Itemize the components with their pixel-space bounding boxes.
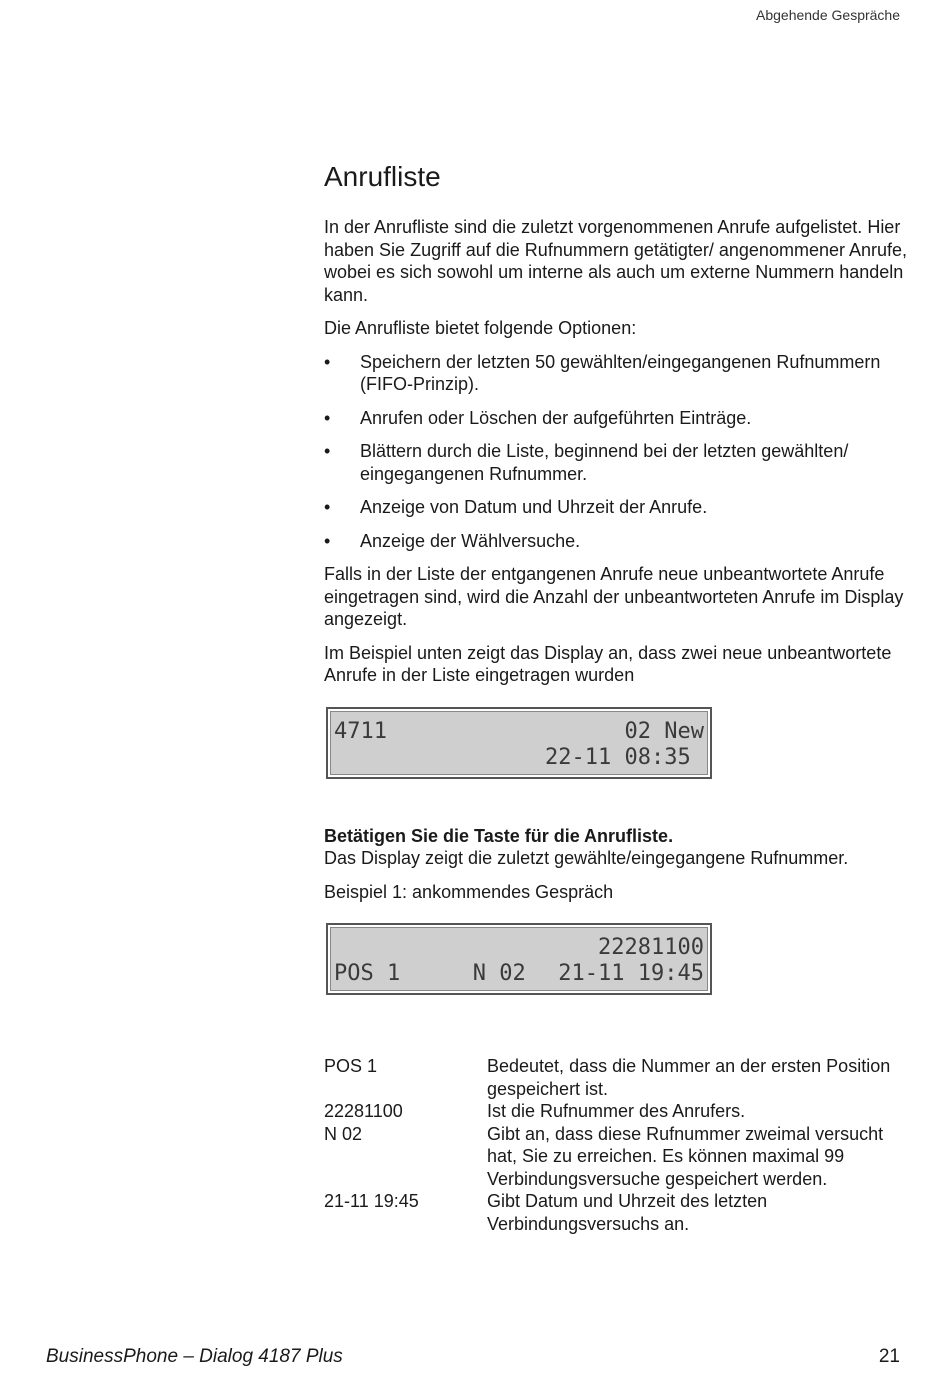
bullet-icon: •: [324, 441, 331, 461]
display-caller-number: 22281100: [598, 935, 704, 960]
display-new-count: 02 New: [624, 718, 704, 744]
footer-product-name: BusinessPhone – Dialog 4187 Plus: [46, 1346, 343, 1367]
display-line-1: [334, 719, 704, 745]
definition-desc: Gibt an, dass diese Rufnummer zweimal versucht hat, Sie zu erreichen. Es können maximal 99 Verbindungsversuche gespeichert werden.: [487, 1123, 884, 1189]
list-item-text: Anrufen oder Löschen der aufgeführten Einträge.: [360, 407, 752, 428]
definition-desc: Ist die Rufnummer des Anrufers.: [487, 1101, 746, 1121]
list-item: [324, 496, 914, 519]
list-item: [324, 351, 914, 396]
definition-desc: Gibt Datum und Uhrzeit des letzten Verbindungsversuchs an.: [487, 1191, 768, 1234]
display-datetime: 22-11 08:35: [545, 744, 704, 770]
instruction: [324, 825, 914, 870]
instruction-text: Das Display zeigt die zuletzt gewählte/eingegangene Rufnummer.: [324, 848, 849, 868]
definition-term: N 02: [324, 1123, 363, 1144]
intro-paragraph: In der Anrufliste sind die zuletzt vorgenommenen Anrufe aufgelistet. Hier haben Sie Zugriff auf die Rufnummern getätigter/ angenommener Anrufe, wobei es sich sowohl um interne als auch um externe Nummern handeln kann.: [324, 217, 908, 305]
running-header: Abgehende Gespräche: [756, 7, 900, 23]
options-list: [324, 351, 914, 553]
display-extension: 4711: [334, 718, 387, 744]
bullet-icon: •: [324, 530, 331, 551]
display-line-1: [334, 935, 704, 961]
list-item-text: Anzeige von Datum und Uhrzeit der Anrufe.: [360, 497, 708, 517]
definition-term: 22281100: [324, 1101, 403, 1121]
example-paragraph: Im Beispiel unten zeigt das Display an, dass zwei neue unbeantwortete Anrufe in der Liste eingetragen wurden: [324, 642, 892, 685]
list-item: [324, 530, 914, 553]
display-datetime: 21-11 19:45: [558, 961, 704, 986]
list-item-text: Anzeige der Wählversuche.: [360, 530, 581, 551]
definition-term: POS 1: [324, 1056, 378, 1076]
table-row: [324, 1055, 914, 1100]
list-item-text: Speichern der letzten 50 gewählten/eingegangenen Rufnummern (FIFO-Prinzip).: [360, 351, 881, 394]
instruction-bold: Betätigen Sie die Taste für die Anrufliste.: [324, 825, 674, 846]
display-line-2: [334, 745, 704, 771]
phone-display-call-list: [326, 923, 712, 995]
phone-display-new-calls: [326, 707, 712, 779]
page-content: [324, 160, 914, 1235]
table-row: [324, 1123, 914, 1191]
display-position: POS 1: [334, 961, 401, 986]
definitions-table: [324, 1055, 914, 1235]
display-line-2: [334, 961, 704, 987]
display-attempts: N 02: [472, 961, 526, 986]
missed-calls-paragraph: Falls in der Liste der entgangenen Anrufe neue unbeantwortete Anrufe eingetragen sind, wird die Anzahl der unbeantworteten Anrufe im Display angezeigt.: [324, 564, 904, 629]
list-item: [324, 440, 914, 485]
section-title: Anrufliste: [324, 161, 441, 192]
definition-desc: Bedeutet, dass die Nummer an der ersten Position gespeichert ist.: [487, 1056, 891, 1099]
bullet-icon: •: [324, 407, 331, 428]
footer-page-number: 21: [878, 1346, 900, 1367]
options-intro: Die Anrufliste bietet folgende Optionen:: [324, 318, 637, 338]
table-row: [324, 1190, 914, 1235]
definition-term: 21-11 19:45: [324, 1191, 419, 1211]
table-row: [324, 1100, 914, 1123]
example-label: Beispiel 1: ankommendes Gespräch: [324, 881, 614, 902]
bullet-icon: •: [324, 497, 331, 517]
list-item: [324, 407, 914, 430]
bullet-icon: •: [324, 351, 331, 372]
list-item-text: Blättern durch die Liste, beginnend bei der letzten gewählten/ eingegangenen Rufnummer.: [360, 441, 849, 484]
